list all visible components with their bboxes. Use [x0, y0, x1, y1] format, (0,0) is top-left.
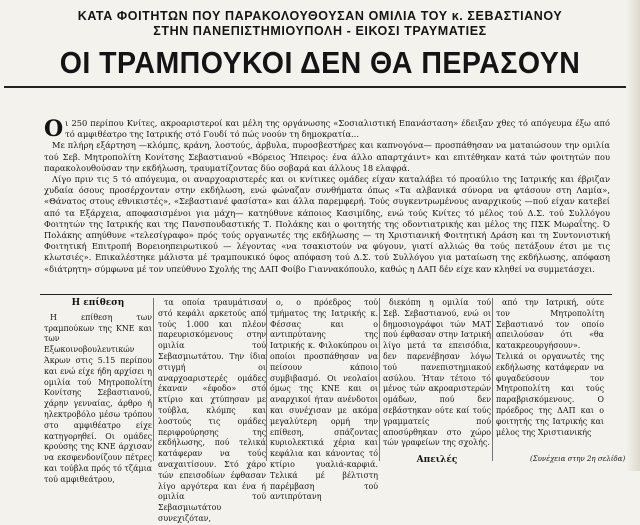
column-1: [44, 298, 152, 486]
kicker-line-1: ΚΑΤΑ ΦΟΙΤΗΤΩΝ ΠΟΥ ΠΑΡΑΚΟΛΟΥΘΟΥΣΑΝ ΟΜΙΛΙΑ ΤΟΥ κ. ΣΕΒΑΣΤΙΑΝΟΥ: [77, 9, 563, 23]
drop-cap: Ο: [44, 116, 64, 142]
headline-rule: [4, 86, 636, 88]
column-divider: [266, 298, 267, 461]
column-divider: [492, 298, 493, 461]
lead-paragraph-2: Με πλήρη εξάρτηση —κλόμπς, κράνη, λοστούς, άρβυλα, πυροσβεστήρες και καπνογόνα— προσπάθησαν να ματαιώσουν την ομιλία τού Σεβ. Μητροπολίτη Κονίτσης Σεβαστιανού «Βόρειος Ήπειρος: ένα άλλο απαρτχάιντ» και επιτέθηκαν κατά τών φοιτητών που παρακολουθούσαν την εκδήλωση, τραυματίζοντας δύο σοβαρά και άλλους 18 ελαφρά.: [44, 140, 610, 173]
column-4-heading: Απειλές: [416, 455, 458, 466]
column-5-text: από την Ιατρική, ούτε τον Μητροπολίτη Σεβαστιανό τον οποίο απειλούσαν ότι «θα κατακρεουργήσουν». Τελικά οι οργανωτές της εκδήλωσης κατάφεραν να φυγαδεύσουν τον Μητροπολίτη και τούς παραβρισκόμενους. Ο πρόεδρος της ΔΑΠ και ο φοιτητής της Ιατρικής και μέλος της Χριστιανικής: [496, 298, 604, 437]
column-5: [496, 298, 604, 438]
column-2: [158, 298, 266, 525]
section-rule: [40, 294, 612, 295]
column-4-text: διεκόπη η ομιλία τού Σεβ. Σεβαστιανού, ενώ οι δημοσιογράφοι τών ΜΑΤ πού έφθασαν στην Ιατρική λίγο μετά τα επεισόδια, δεν παρενέβησαν λόγω τού πανεπιστημιακού ασύλου. Ήταν τέτοιο τό μένος τών ακροαριστερών ομάδων, πού δεν σεβάστηκαν ούτε καί τούς γραμματείς πού αποσύρθηκαν στο χώρο τών γραφείων της σχολής.: [383, 298, 491, 448]
column-1-heading: Η επίθεση: [71, 298, 125, 308]
lead-text-1: ι 250 περίπου Κνίτες, ακροαριστεροί και μέλη της οργάνωσης «Σοσιαλιστική Επανάσταση» έδειξαν χθες τό απόγευμα έξω από τό αμφιθέατρο της Ιατρικής στό Γουδί τό πώς νοούν τη δημοκρατία...: [65, 118, 610, 140]
page-edge-shadow: [626, 0, 640, 471]
column-3: [270, 298, 378, 503]
column-4: [383, 298, 491, 470]
column-3-text: ο, ο πρόεδρος τού τμήματος της Ιατρικής κ. Φέσσας και ο αντιπρύτανης της Ιατρικής κ. Φιλοκύπρου οι οποίοι προσπάθησαν να πείσουν κάποιο συμβιβασμό. Οι νεολαίοι όμως της ΚΝΕ και οι αναρχικοί ήταν ανένδοτοι και συνέχισαν με ακόμα μεγαλύτερη ορμή την επίθεση, σπάζοντας κυριολεκτικά χέρια και κεφάλια και κάνοντας τό κτίριο γυαλιά-καρφιά. Τελικά μέ βέλτιστη παρέμβαση τού αντιπρύτανη: [270, 298, 378, 502]
column-1-text: Η επίθεση των τραμπούκων της ΚΝΕ και των Εξωκοινοβουλευτικών Άκρων στις 5.15 περίπου και ενώ είχε ήδη αρχίσει η ομιλία τού Μητροπολίτη Κονίτσης Σεβαστιανού, χάρην γενναίας, άρθρο ή ηλεκτροβόλο μέσω τρόπου στο αμφιθέατρο είχε κατηγορηθεί. Οι ομάδες κρούσης της ΚΝΕ άρχισαν να εκσφενδονίζουν πέτρες και τούβλα πρός τό τζάμια τού αμφιθεάτρου,: [44, 312, 152, 484]
column-divider: [153, 298, 154, 461]
column-2-text: τα οποία τραυμάτισαν στό κεφάλι αρκετούς από τούς 1.000 και πλέον παρευρισκόμενους στην ομιλία τού Σεβασμιωτάτου. Την ίδια στιγμή οι αναρχοαριστερές ομάδες έκαναν «έφοδο» στό κτίριο και χτύπησαν με τούβλα, κλόμπς και λοστούς τις ομάδες περιφρούρησης της εκδήλωσης, πού τελικά κατάφεραν να τούς αναχαιτίσουν. Στό χάρο τών επεισοδίων έφθασαν λίγο αργότερα και ένα ή ομιλία τού Σεβασμιωτάτου συνεχιζόταν,: [158, 298, 266, 523]
headline: ΟΙ ΤΡΑΜΠΟΥΚΟΙ ΔΕΝ ΘΑ ΠΕΡΑΣΟΥΝ: [59, 45, 581, 80]
column-divider: [379, 298, 380, 461]
lead-paragraphs: [44, 118, 610, 275]
continued-note: (Συνέχεια στην 2η σελίδα): [530, 455, 626, 463]
kicker-line-2: ΣΤΗΝ ΠΑΝΕΠΙΣΤΗΜΙΟΥΠΟΛΗ - ΕΙΚΟΣΙ ΤΡΑΥΜΑΤΙΕΣ: [153, 24, 487, 38]
lead-paragraph-1: [44, 118, 610, 140]
lead-paragraph-3: Λίγο πριν τις 5 τό απόγευμα, οι αναρχοαριστερές και οι κνίτικες ομάδες είχαν καταλάβει τό προαύλιο της Ιατρικής και έβριζαν χυδαία όσους προσέρχονταν στην εκδήλωση, ενώ φώναζαν συνθήματα όπως «Τα αλβανικά σύνορα να φτάσουν στη Λαμία», «Θάνατος στους εθνικιστές», «Σεβαστιανέ φασίστα» και άλλα παρεμφερή. Τούς συγκεντρωμένους αναρχικούς —πού είχαν κατεβεί από τα Εξάρχεια, αποφασισμένοι για μάχη— κατηύθυνε κάποιος Κασιμίδης, ενώ τούς Κνίτες τό μέλος τού Δ.Σ. τού Συλλόγου Φοιτητών της Ιατρικής και της Πανσπουδαστικής Τ. Πολάκης και ο φοιτητής της οδοντιατρικής και μέλος της ΠΣΚ Μωραΐτης. Ό Πολάκης απηύθυνε «τελεσίγραφο» πρός τούς οργανωτές της εκδήλωσης — τη Χριστιανική Φοιτητική Δράση και τη Συντονιστική Φοιτητική Επιτροπή Βορειοηπειρωτικού — λέγοντας «να τσακιστούν να φύγουν, γιατί αλλιώς θα τούς πετάξουν έτσι με τις κλωτσιές». Επικαλέστηκε μάλιστα μέ τραμπουκικό ύφος απόφαση τού Δ.Σ. τού Συλλόγου για ματαίωση της εκδήλωσης, απόφαση «διάτρητη» σύμφωνα μέ τον υπεύθυνο Σχολής της ΔΑΠ Φοίβο Γιαννακόπουλο, καθώς η ΔΑΠ δέν είχε καν κληθεί να συμμετάσχει.: [44, 174, 610, 274]
